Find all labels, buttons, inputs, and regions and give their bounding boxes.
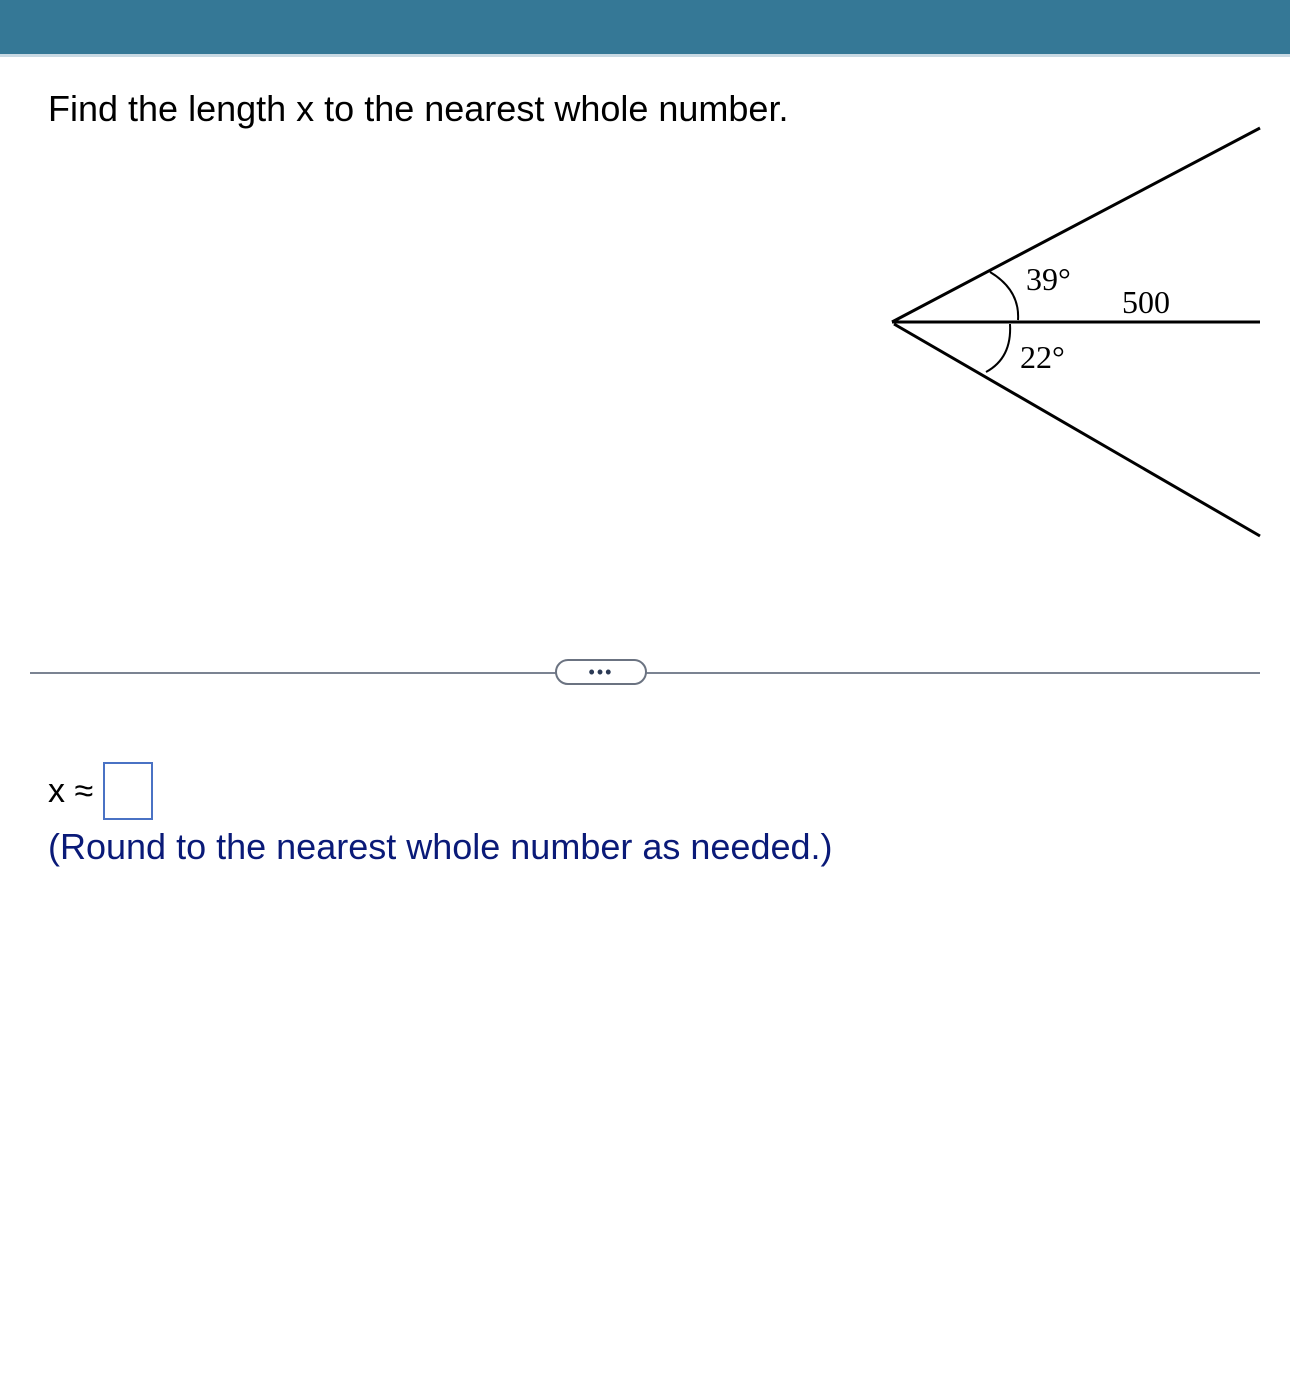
answer-row bbox=[48, 762, 153, 820]
side-length-label: 500 bbox=[1122, 284, 1170, 320]
answer-input[interactable] bbox=[103, 762, 153, 820]
more-button[interactable]: ••• bbox=[555, 659, 647, 685]
upper-ray bbox=[892, 128, 1260, 322]
lower-angle-arc bbox=[986, 324, 1010, 372]
angle-top-label: 39° bbox=[1026, 261, 1071, 297]
angle-bottom-label: 22° bbox=[1020, 339, 1065, 375]
header-bar bbox=[0, 0, 1290, 57]
rounding-hint: (Round to the nearest whole number as needed.) bbox=[48, 826, 833, 867]
question-text: Find the length x to the nearest whole number. bbox=[48, 88, 789, 129]
lower-ray bbox=[894, 324, 1260, 536]
upper-angle-arc bbox=[990, 272, 1018, 320]
triangle-figure bbox=[880, 110, 1280, 550]
answer-label: x ≈ bbox=[48, 771, 94, 810]
